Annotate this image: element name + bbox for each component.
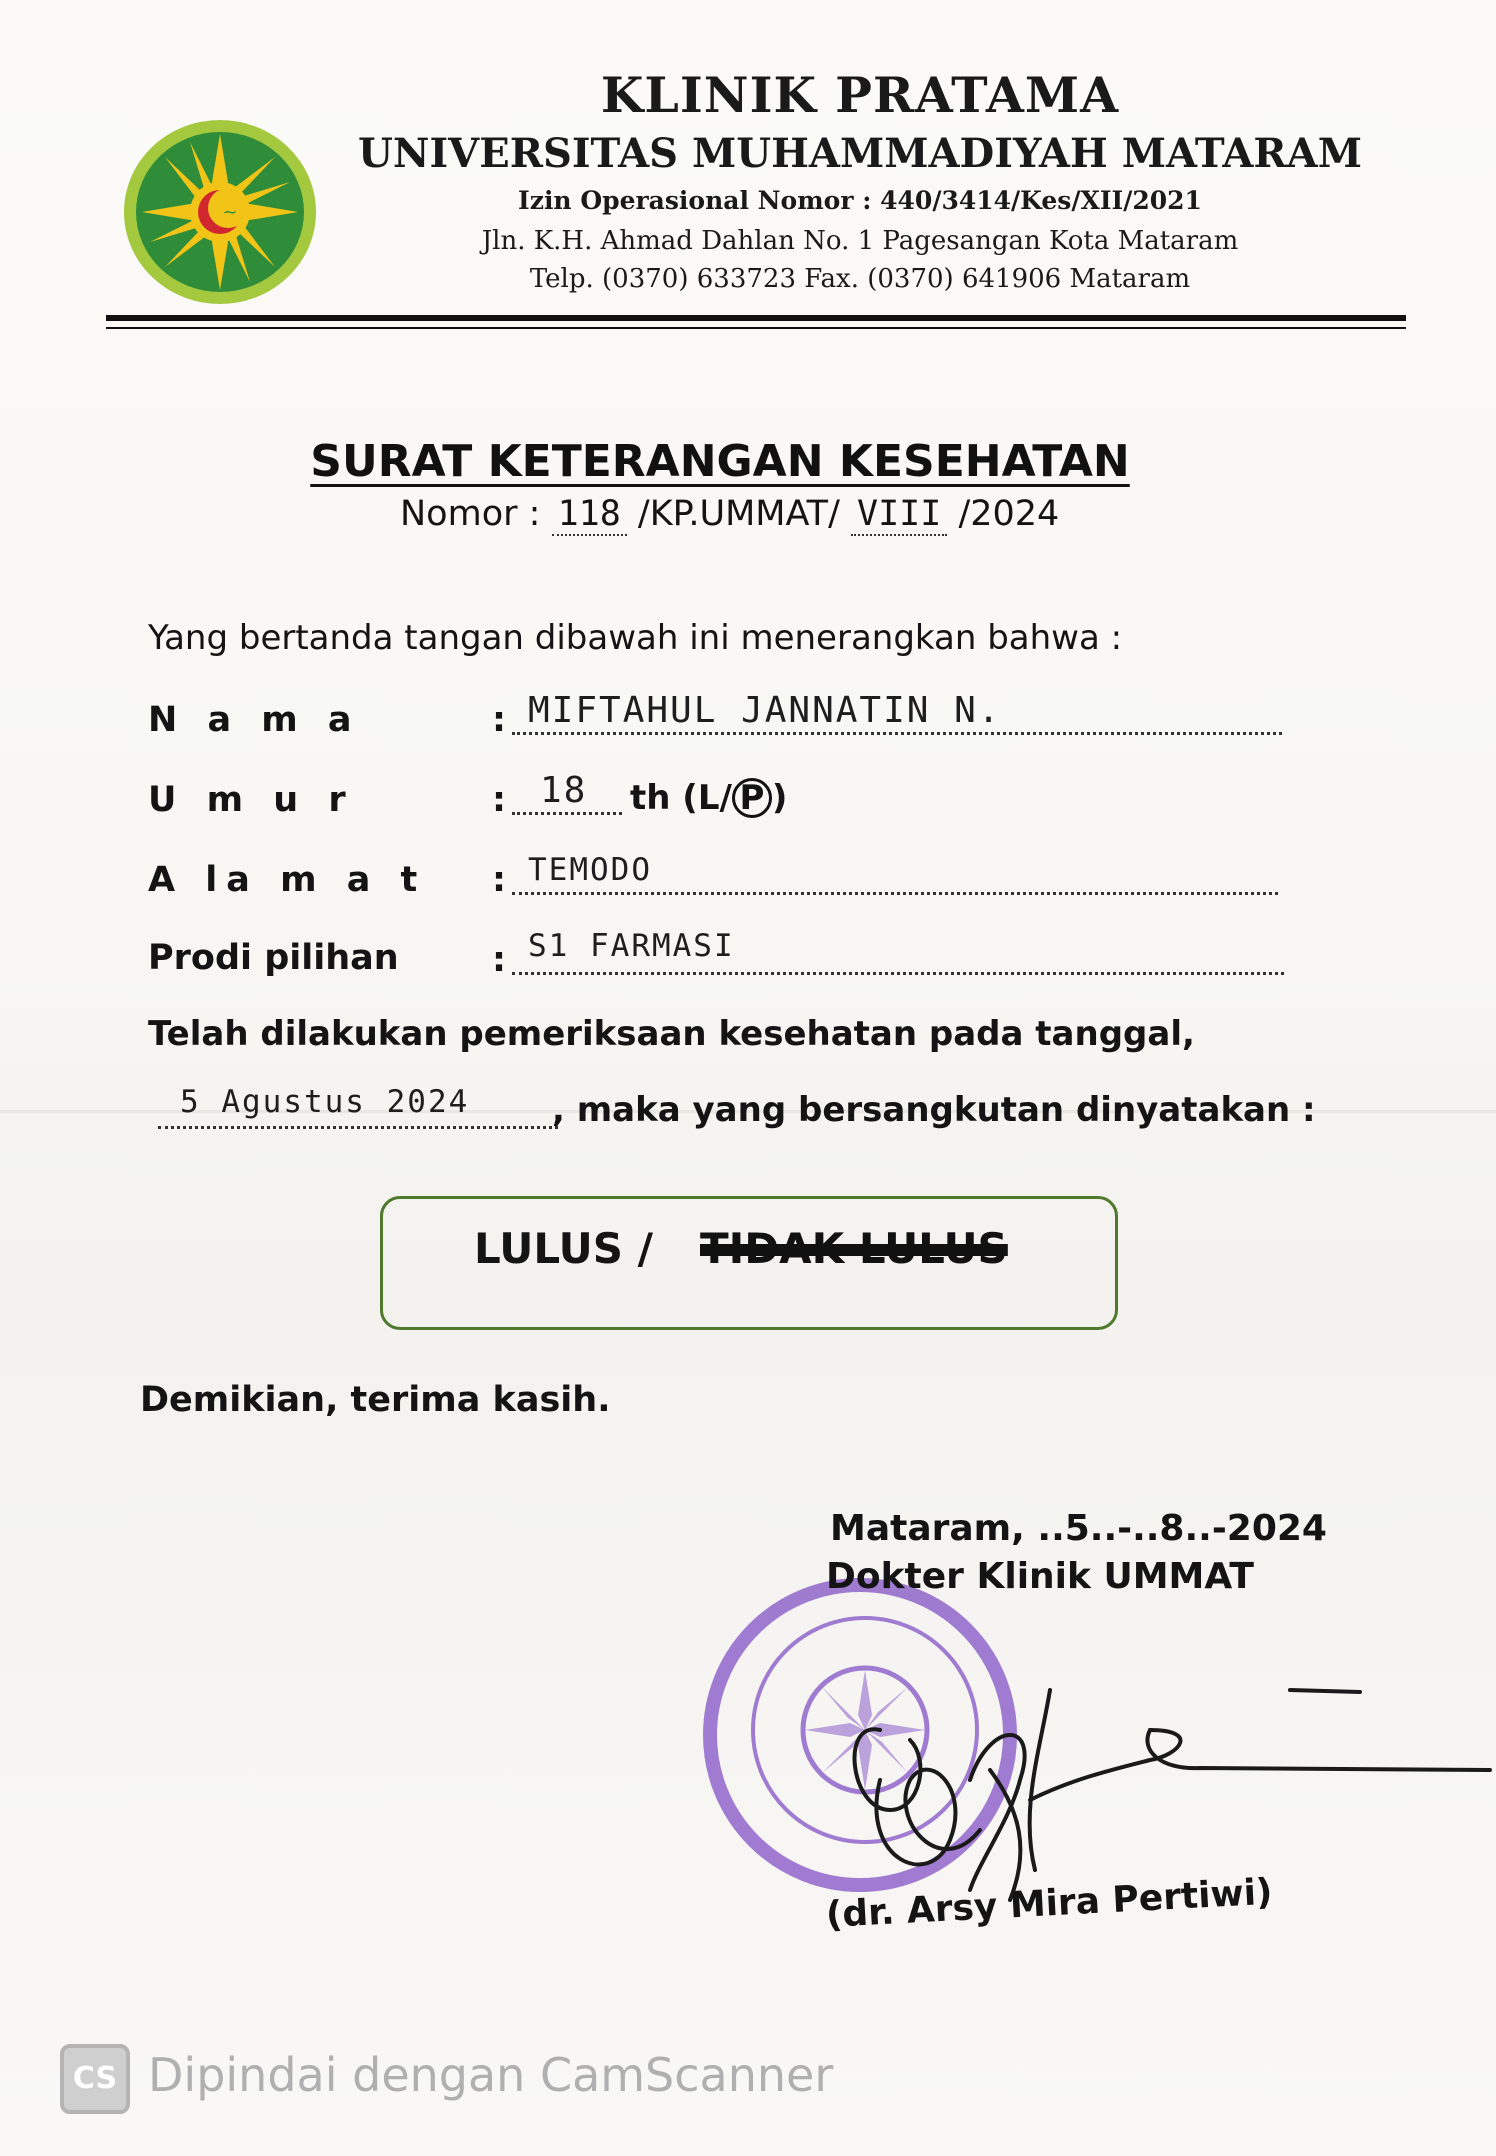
- exam-suffix: , maka yang bersangkutan dinyatakan :: [552, 1090, 1316, 1130]
- doctor-name: (dr. Arsy Mira Pertiwi): [824, 1871, 1274, 1936]
- exam-date: 5 Agustus 2024: [180, 1084, 470, 1120]
- alamat-dotline: [512, 892, 1278, 895]
- university-name: UNIVERSITAS MUHAMMADIYAH MATARAM: [358, 130, 1362, 177]
- nomor-number: 118: [552, 494, 627, 536]
- clinic-phone: Telp. (0370) 633723 Fax. (0370) 641906 Mataram: [529, 264, 1191, 294]
- result-pass: LULUS /: [474, 1224, 653, 1273]
- umur-dotline: [512, 812, 622, 815]
- camscanner-watermark: Dipindai dengan CamScanner: [148, 2048, 834, 2102]
- svg-text:~: ~: [222, 202, 238, 223]
- exam-text: Telah dilakukan pemeriksaan kesehatan pada tanggal,: [148, 1014, 1195, 1054]
- doctor-title: Dokter Klinik UMMAT: [826, 1556, 1254, 1597]
- prodi-value: S1 FARMASI: [528, 928, 735, 964]
- muhammadiyah-logo: [120, 112, 320, 312]
- camscanner-logo: CS: [60, 2044, 130, 2114]
- nomor-middle: /KP.UMMAT/: [637, 494, 840, 534]
- umur-colon: :: [492, 780, 506, 820]
- umur-label: U m u r: [148, 780, 355, 820]
- exam-date-dotline: [158, 1126, 558, 1129]
- clinic-address: Jln. K.H. Ahmad Dahlan No. 1 Pagesangan Kota Mataram: [481, 226, 1239, 256]
- header-divider-thick: [106, 315, 1406, 321]
- nama-dotline: [512, 732, 1282, 735]
- prodi-label: Prodi pilihan: [148, 938, 399, 978]
- nama-value: MIFTAHUL JANNATIN N.: [528, 690, 1002, 731]
- prodi-colon: :: [492, 940, 506, 980]
- license-number: Izin Operasional Nomor : 440/3414/Kes/XII/2021: [518, 186, 1202, 215]
- nomor-year: /2024: [958, 494, 1060, 534]
- prodi-dotline: [512, 972, 1284, 975]
- header-divider-thin: [106, 327, 1406, 329]
- nama-label: N a m a: [148, 700, 361, 740]
- umur-close: ): [771, 778, 788, 818]
- gender-circled: P: [732, 778, 772, 818]
- alamat-value: TEMODO: [528, 852, 652, 888]
- umur-value: 18: [540, 770, 588, 811]
- nama-colon: :: [492, 700, 506, 740]
- intro-text: Yang bertanda tangan dibawah ini menerangkan bahwa :: [148, 618, 1123, 658]
- document-number: [400, 494, 1059, 534]
- umur-suffix-text: th (L/: [630, 778, 732, 818]
- clinic-name: KLINIK PRATAMA: [600, 66, 1120, 124]
- alamat-label: A la m a t: [148, 860, 427, 900]
- closing-text: Demikian, terima kasih.: [140, 1380, 611, 1420]
- result-fail-struck: TIDAK LULUS: [700, 1224, 1008, 1273]
- document-title: SURAT KETERANGAN KESEHATAN: [310, 436, 1130, 487]
- nomor-prefix: Nomor :: [400, 494, 541, 534]
- place-date: Mataram, ..5..-..8..-2024: [830, 1508, 1327, 1549]
- nomor-month: VIII: [851, 494, 947, 536]
- umur-suffix: [630, 778, 787, 818]
- alamat-colon: :: [492, 860, 506, 900]
